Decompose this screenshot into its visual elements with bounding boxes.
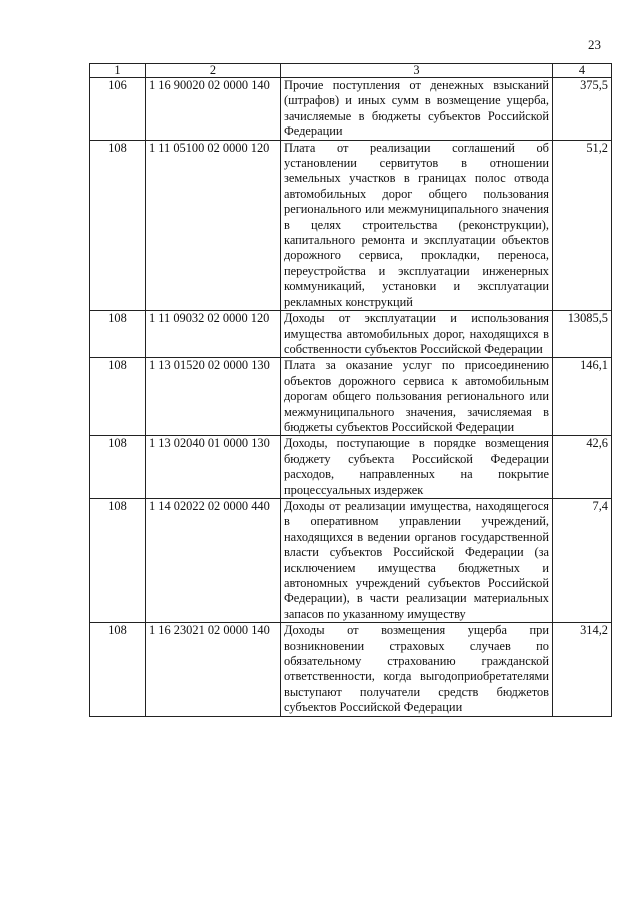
amount-cell: 42,6 bbox=[553, 436, 612, 499]
amount-cell: 13085,5 bbox=[553, 311, 612, 358]
admin-code-cell: 108 bbox=[90, 623, 146, 716]
table-header-row bbox=[90, 64, 612, 78]
admin-code-cell: 108 bbox=[90, 140, 146, 310]
admin-code-cell: 108 bbox=[90, 311, 146, 358]
table-row bbox=[90, 78, 612, 141]
admin-code-cell: 108 bbox=[90, 498, 146, 622]
revenue-code-cell: 1 13 01520 02 0000 130 bbox=[146, 358, 281, 436]
revenue-code-cell: 1 16 90020 02 0000 140 bbox=[146, 78, 281, 141]
admin-code-cell: 108 bbox=[90, 436, 146, 499]
amount-cell: 51,2 bbox=[553, 140, 612, 310]
amount-cell: 314,2 bbox=[553, 623, 612, 716]
admin-code-cell: 108 bbox=[90, 358, 146, 436]
revenue-name-cell: Доходы от реализации имущества, находящегося в оперативном управлении учреждений, находящихся в ведении органов государственной власти субъектов Российской Федерации (за исключением имущества бюджетных и автономных учреждений субъектов Российской Федерации), в части реализации материальных запасов по указанному имуществу bbox=[281, 498, 553, 622]
amount-cell: 146,1 bbox=[553, 358, 612, 436]
revenue-code-cell: 1 11 05100 02 0000 120 bbox=[146, 140, 281, 310]
table-row bbox=[90, 623, 612, 716]
page-number: 23 bbox=[588, 37, 601, 52]
revenue-name-cell: Плата от реализации соглашений об установлении сервитутов в отношении земельных участков в границах полос отвода автомобильных дорог общего пользования регионального или межмуниципального значения в целях строительства (реконструкции), капитального ремонта и эксплуатации объектов дорожного сервиса, прокладки, переноса, переустройства и эксплуатации инженерных коммуникаций, установки и эксплуатации рекламных конструкций bbox=[281, 140, 553, 310]
revenue-name-cell: Доходы, поступающие в порядке возмещения бюджету субъекта Российской Федерации расходов, направленных на покрытие процессуальных издержек bbox=[281, 436, 553, 499]
table-row bbox=[90, 358, 612, 436]
table-row bbox=[90, 498, 612, 622]
column-header-1: 1 bbox=[90, 64, 146, 78]
table-row bbox=[90, 436, 612, 499]
column-header-3: 3 bbox=[281, 64, 553, 78]
revenue-table bbox=[89, 63, 612, 717]
column-header-2: 2 bbox=[146, 64, 281, 78]
revenue-code-cell: 1 16 23021 02 0000 140 bbox=[146, 623, 281, 716]
amount-cell: 375,5 bbox=[553, 78, 612, 141]
revenue-name-cell: Плата за оказание услуг по присоединению объектов дорожного сервиса к автомобильным дорогам общего пользования регионального или межмуниципального значения, зачисляемая в бюджеты субъектов Российской Федерации bbox=[281, 358, 553, 436]
admin-code-cell: 106 bbox=[90, 78, 146, 141]
revenue-name-cell: Прочие поступления от денежных взысканий (штрафов) и иных сумм в возмещение ущерба, зачисляемые в бюджеты субъектов Российской Федерации bbox=[281, 78, 553, 141]
revenue-code-cell: 1 14 02022 02 0000 440 bbox=[146, 498, 281, 622]
column-header-4: 4 bbox=[553, 64, 612, 78]
revenue-name-cell: Доходы от эксплуатации и использования имущества автомобильных дорог, находящихся в собственности субъектов Российской Федерации bbox=[281, 311, 553, 358]
revenue-name-cell: Доходы от возмещения ущерба при возникновении страховых случаев по обязательному страхованию гражданской ответственности, когда выгодоприобретателями выступают получатели средств бюджетов субъектов Российской Федерации bbox=[281, 623, 553, 716]
table-row bbox=[90, 311, 612, 358]
revenue-code-cell: 1 13 02040 01 0000 130 bbox=[146, 436, 281, 499]
revenue-code-cell: 1 11 09032 02 0000 120 bbox=[146, 311, 281, 358]
amount-cell: 7,4 bbox=[553, 498, 612, 622]
table-row bbox=[90, 140, 612, 310]
